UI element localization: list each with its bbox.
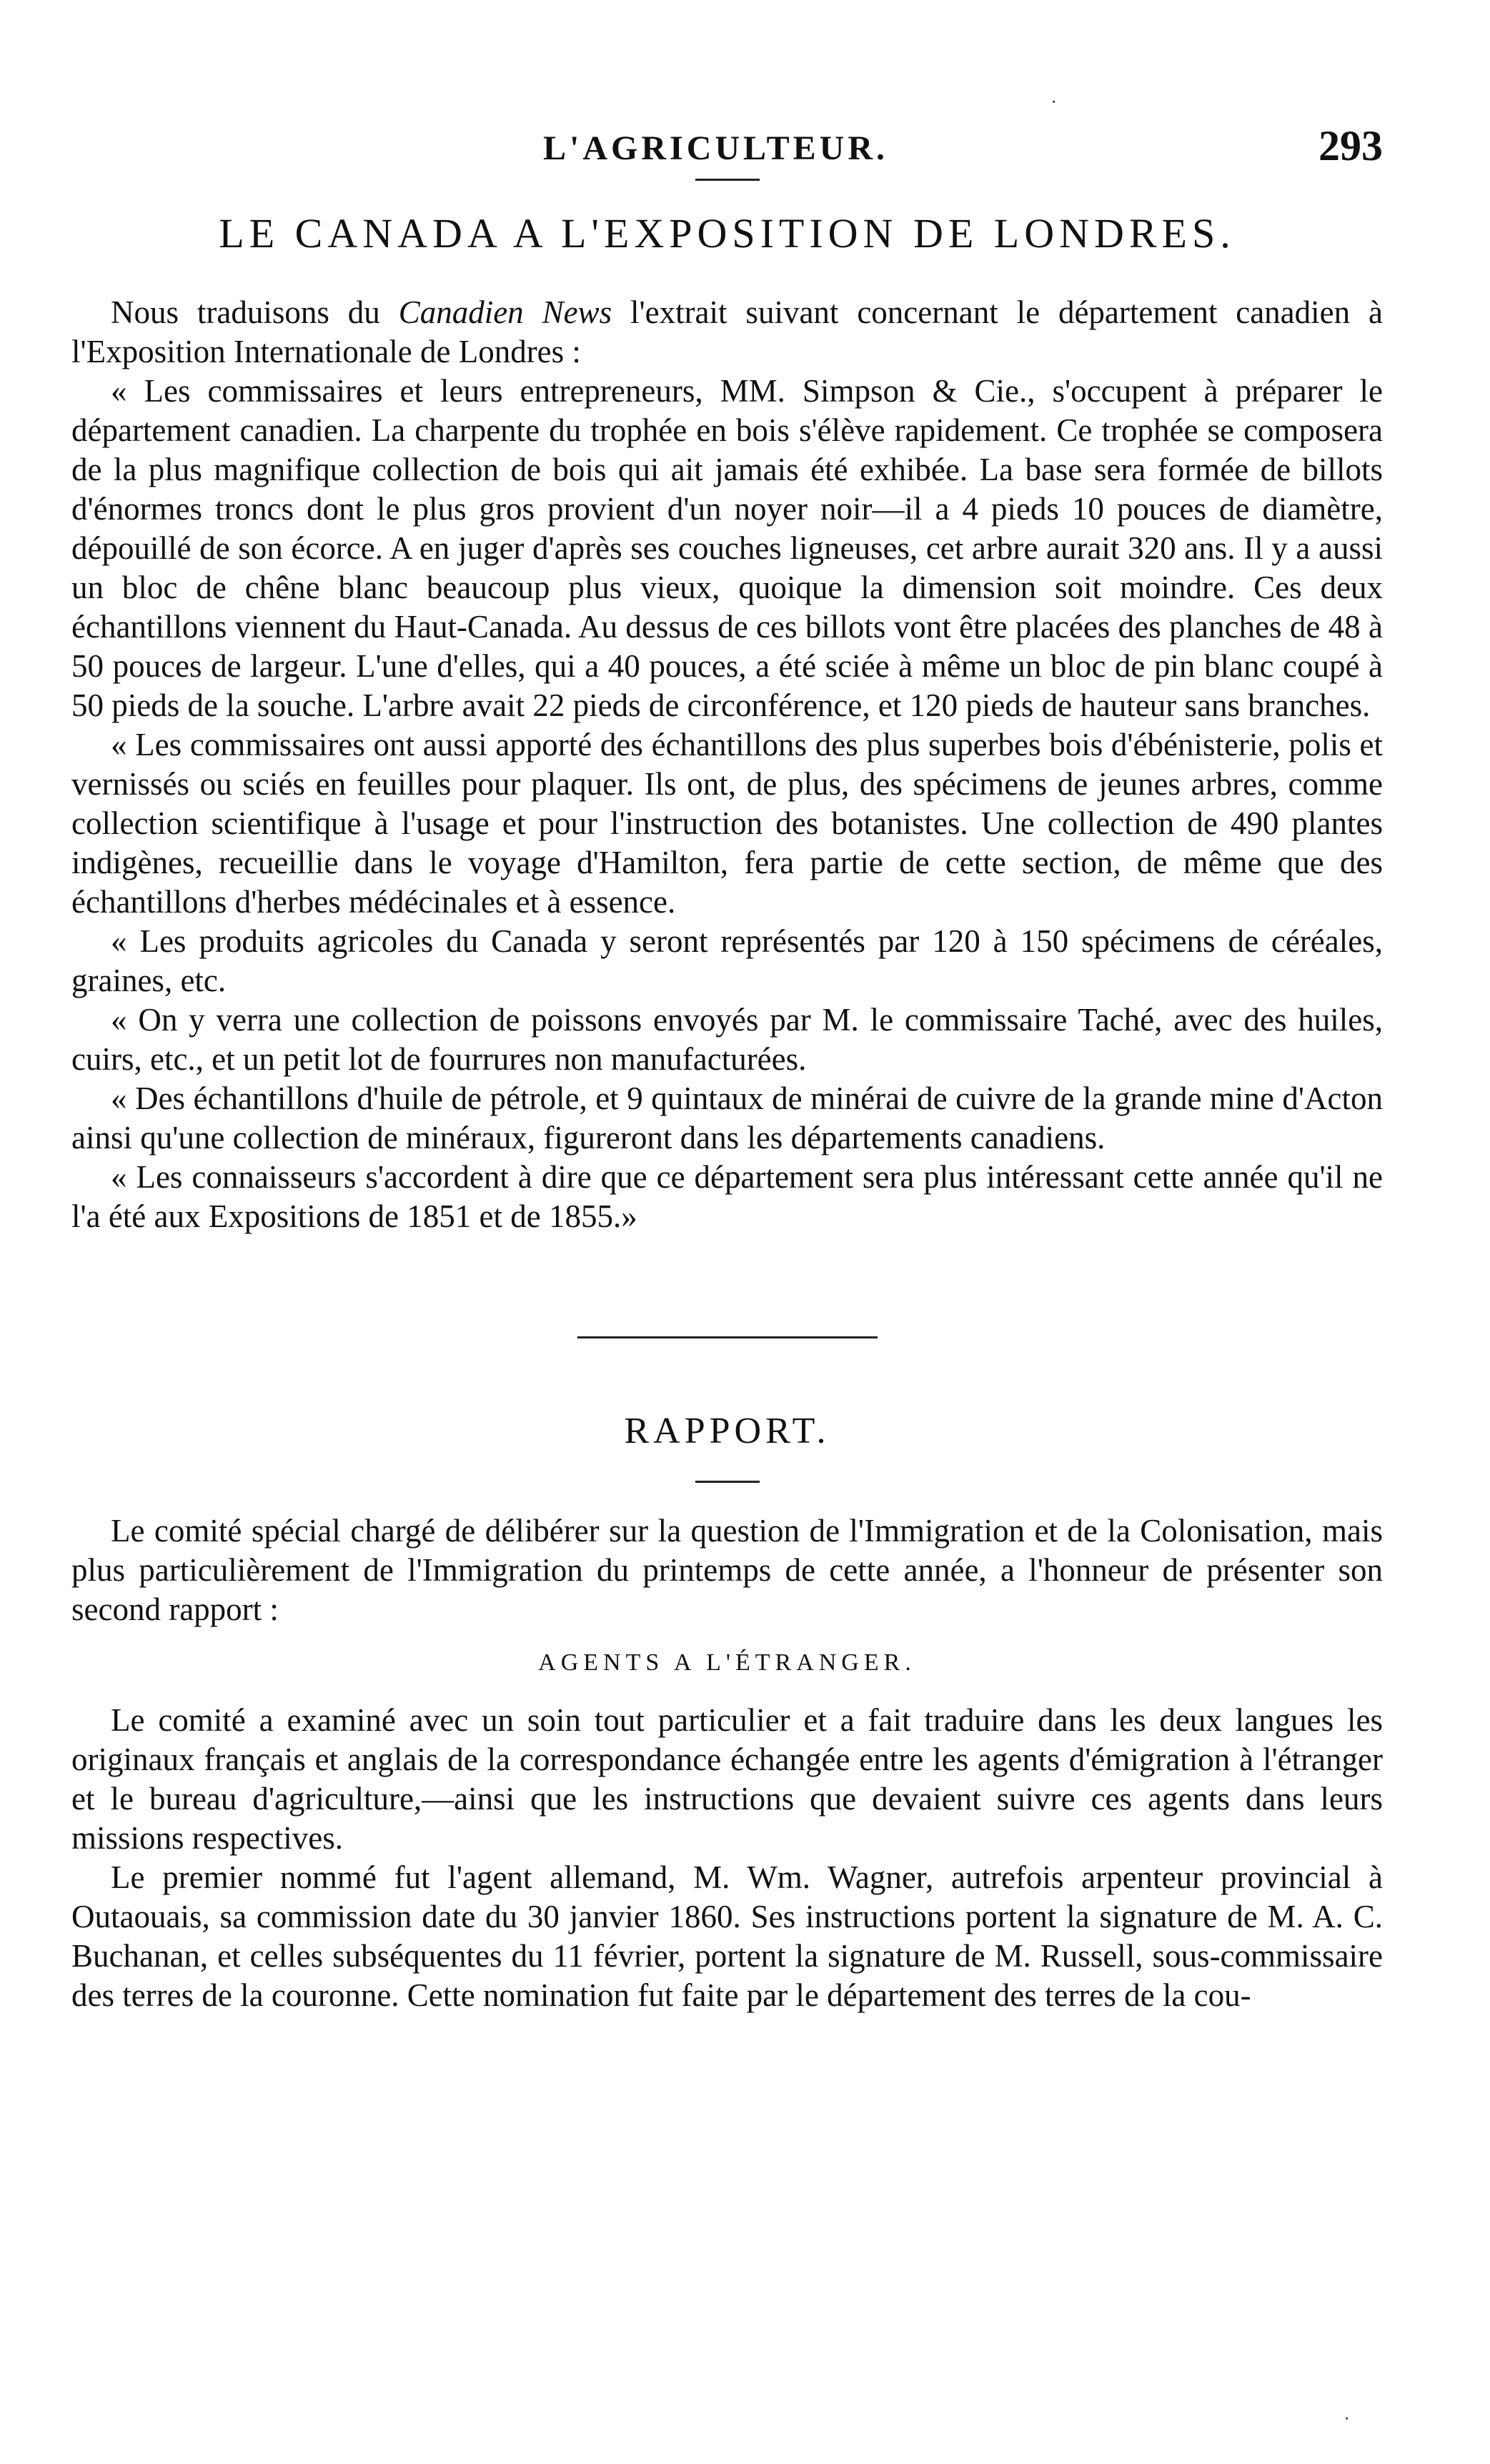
article-paragraph: « On y verra une collection de poissons envoyés par M. le commissaire Taché, avec des huiles, cuirs, etc., et un petit lot de fourrures non manufacturées.: [71, 1002, 1383, 1077]
section-divider: [577, 1336, 878, 1338]
page: [71, 121, 1383, 2015]
rapport-title: RAPPORT.: [624, 1411, 830, 1451]
article-paragraph: « Les commissaires et leurs entrepreneurs, MM. Simpson & Cie., s'occupent à préparer le département canadien. La charpente du trophée en bois s'élève rapidement. Ce trophée se composera de la plus magnifique collection de bois qui ait jamais été exhibée. La base sera formée de billots d'énormes troncs dont le plus gros provient d'un noyer noir—il a 4 pieds 10 pouces de diamètre, dépouillé de son écorce. A en juger d'après ses couches ligneuses, cet arbre aurait 320 ans. Il y a aussi un bloc de chêne blanc beaucoup plus vieux, quoique la dimension soit moindre. Ces deux échantillons viennent du Haut-Canada. Au dessus de ces billots vont être placées des planches de 48 à 50 pouces de largeur. L'une d'elles, qui a 40 pouces, a été sciée à même un bloc de pin blanc coupé à 50 pieds de la souche. L'arbre avait 22 pieds de circonférence, et 120 pieds de hauteur sans branches.: [71, 373, 1383, 723]
rapport-subheading: AGENTS A L'ÉTRANGER.: [538, 1649, 916, 1676]
rapport-paragraph: Le comité a examiné avec un soin tout particulier et a fait traduire dans les deux langues les originaux français et anglais de la correspondance échangée entre les agents d'émigration à l'étranger et le bureau d'agriculture,—ainsi que les instructions que devaient suivre ces agents dans leurs missions respectives.: [71, 1702, 1383, 1856]
article-paragraph: « Les connaisseurs s'accordent à dire que ce département sera plus intéressant cette année qu'il ne l'a été aux Expositions de 1851 et de 1855.»: [71, 1159, 1383, 1234]
intro-before: Nous traduisons du: [111, 294, 399, 330]
header-rule: [695, 179, 760, 181]
intro-after: l'extrait suivant concernant le département canadien à l'Exposition Internationale de Londres :: [71, 294, 1383, 369]
intro-source: Canadien News: [398, 294, 612, 330]
running-title: L'AGRICULTEUR.: [543, 129, 888, 167]
article-paragraph: « Des échantillons d'huile de pétrole, et 9 quintaux de minérai de cuivre de la grande mine d'Acton ainsi qu'une collection de minéraux, figureront dans les départements canadiens.: [71, 1081, 1383, 1156]
rapport-paragraph: Le premier nommé fut l'agent allemand, M. Wm. Wagner, autrefois arpenteur provincial à Outaouais, sa commission date du 30 janvier 1860. Ses instructions portent la signature de M. A. C. Buchanan, et celles subséquentes du 11 février, portent la signature de M. Russell, sous-commissaire des terres de la couronne. Cette nomination fut faite par le département des terres de la cou-: [71, 1859, 1383, 2013]
rapport-intro: Le comité spécial chargé de délibérer sur la question de l'Immigration et de la Colonisation, mais plus particulièrement de l'Immigration du printemps de cette année, a l'honneur de présenter son second rapport :: [71, 1513, 1383, 1627]
article-paragraph: « Les produits agricoles du Canada y seront représentés par 120 à 150 spécimens de céréales, graines, etc.: [71, 923, 1383, 998]
rapport-rule: [695, 1481, 760, 1483]
stray-mark-top: ·: [1051, 91, 1058, 114]
article-title: LE CANADA A L'EXPOSITION DE LONDRES.: [219, 210, 1236, 257]
page-number: 293: [1318, 122, 1383, 169]
article-paragraph: « Les commissaires ont aussi apporté des échantillons des plus superbes bois d'ébénisterie, polis et vernissés ou sciés en feuilles pour plaquer. Ils ont, de plus, des spécimens de jeunes arbres, comme collection scientifique à l'usage et pour l'instruction des botanistes. Une collection de 490 plantes indigènes, recueillie dans le voyage d'Hamilton, fera partie de cette section, de même que des échantillons d'herbes médécinales et à essence.: [71, 727, 1383, 920]
stray-mark-bottom: ·: [1344, 2408, 1351, 2430]
running-head: [71, 121, 1383, 179]
article-intro: [71, 293, 1383, 372]
